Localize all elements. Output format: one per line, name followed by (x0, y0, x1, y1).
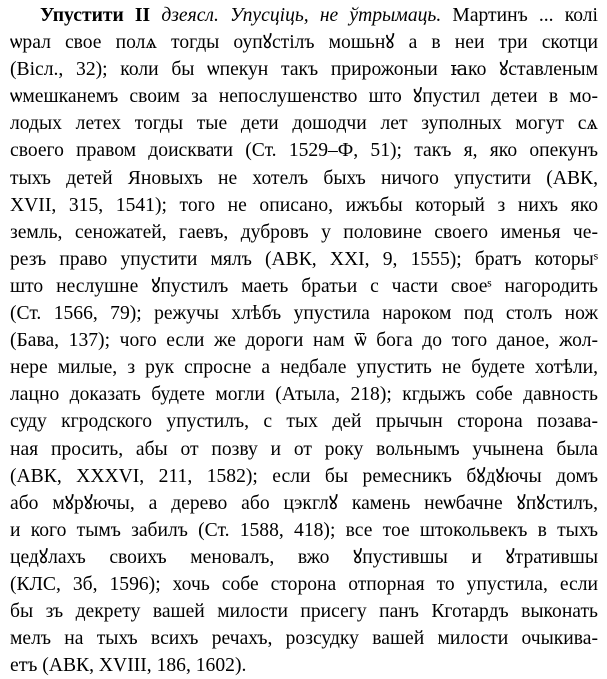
entry-line: ѡмешканемъ своим за непослушенство што ꙋпустил детеи в мо- (10, 86, 598, 108)
entry-line: земль, сеножатей, гаевъ, дубровъ у половине своего именья че- (10, 221, 598, 243)
entry-line: (Бава, 137); чого если же дороги нам ѿ бога до того даное, жол- (10, 330, 598, 352)
first-line-citation: Мартинъ ... колі (452, 5, 598, 26)
entry-line: лодых летех тогды тые дети дошодчи лет зуполных могут сѧ (10, 113, 598, 135)
entry-line: XVII, 315, 1541); того не описано, ижъбы который з нихъ яко (10, 194, 598, 216)
entry-line: (АВК, XXXVI, 211, 1582); если бы ремесникъ бꙋдꙋючы домъ (10, 465, 598, 487)
entry-line: лацно доказать будете могли (Атыла, 218); кгдыжъ собе давность (10, 384, 598, 406)
entry-line: и кого тымъ забилъ (Ст. 1588, 418); все тое штокольвекъ в тыхъ (10, 519, 598, 541)
entry-line: або мꙋрꙋючы, а дерево або цэкглꙋ камень неѡбачне ꙋпꙋстилъ, (10, 492, 598, 514)
entry-line: (Ст. 1566, 79); режучы хлѣбъ упустила нароком под столъ нож (10, 303, 598, 325)
entry-line: резъ право упустити мялъ (АВК, XXI, 9, 1555); братъ которыˢ (10, 248, 598, 270)
grammar-label: дзеясл. (161, 5, 219, 26)
entry-line: мелъ на тыхъ всихъ речахъ, розсудку вашей милости очыкива- (10, 628, 598, 650)
gloss: Упусціць, не ўтрымаць. (230, 5, 442, 26)
dictionary-entry (10, 2, 598, 679)
entry-line: што неслушне ꙋпустилъ маеть братьи с части своеˢ нагородить (10, 275, 598, 297)
headword: Упустити II (40, 5, 151, 26)
entry-line: своего правом доисквати (Ст. 1529–Ф, 51); такъ я, яко опекунъ (10, 140, 598, 162)
entry-line: (КЛС, 3б, 1596); хочь собе сторона отпорная то упустила, если (10, 573, 598, 595)
entry-line: тыхъ детей Яновыхъ не хотелъ быхъ ничого упустити (АВК, (10, 167, 598, 189)
entry-line: бы зъ декрету вашей милости присегу панъ Кготардъ выконать (10, 601, 598, 623)
entry-line: (Вісл., 32); коли бы ѡпекун такъ прирожоныи ꙗко ꙋставленым (10, 59, 598, 81)
entry-first-line (10, 2, 598, 29)
entry-line: етъ (АВК, XVIII, 186, 1602). (10, 655, 247, 677)
entry-line: ная просить, абы от позву и от року вольнымъ учынена была (10, 438, 598, 460)
entry-line: цедꙋлахъ своихъ меновалъ, вжо ꙋпустившы и ꙋтратившы (10, 546, 598, 568)
entry-line: суду кгродского упустилъ, с тых дей прычын сторона позава- (10, 411, 598, 433)
entry-line: ѡрал свое полѧ тогды оупꙋстілъ мошьнꙋ а в неи три скотци (10, 32, 598, 54)
entry-line: нере милые, з рук спросне а недбале упустить не будете хотѣли, (10, 357, 598, 379)
